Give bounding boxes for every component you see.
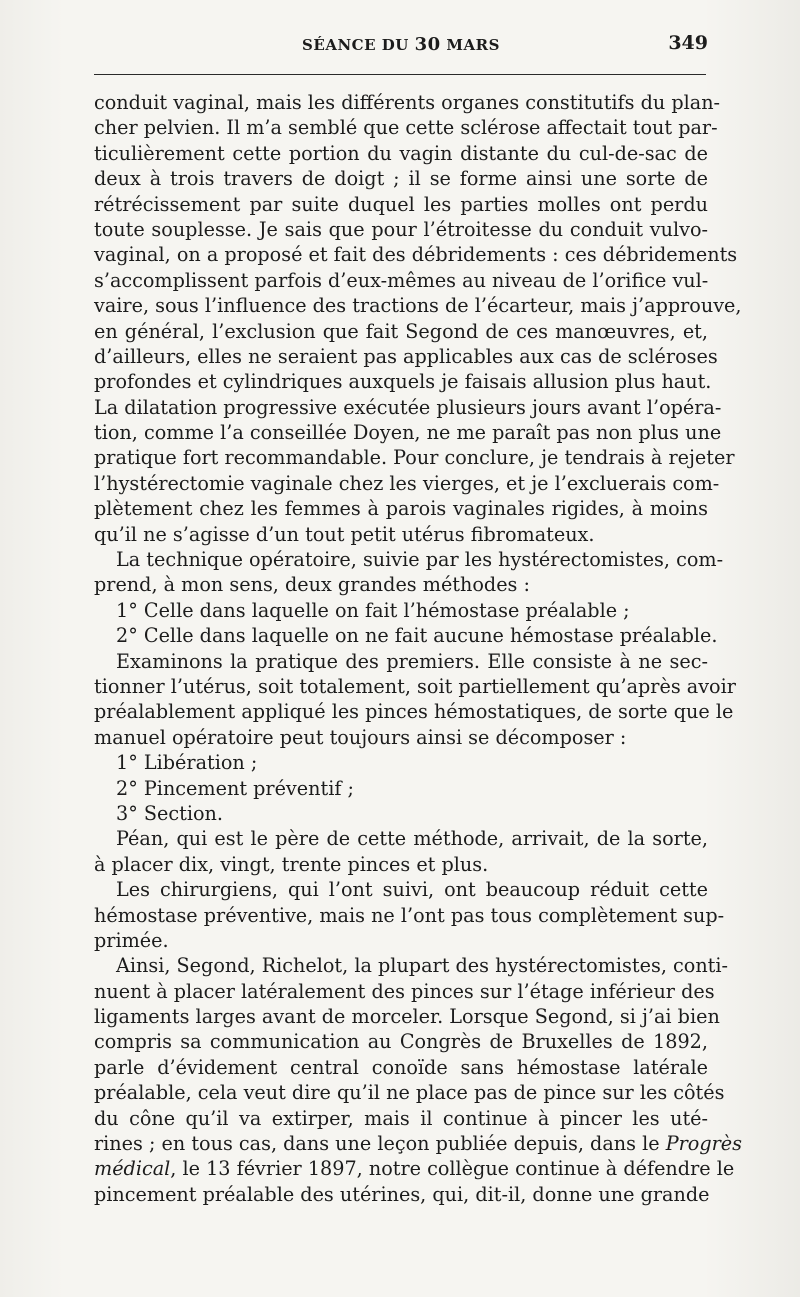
- journal-title-part2: médical: [94, 1157, 171, 1181]
- list-item: 2° Celle dans laquelle on ne fait aucune hémostase préalable.: [116, 624, 718, 648]
- text-fragment: , le 13 février 1897, notre collègue continue à défendre le: [170, 1157, 735, 1181]
- list-item: 1° Celle dans laquelle on fait l’hémostase préalable ;: [116, 598, 630, 622]
- text-line: manuel opératoire peut toujours ainsi se décomposer :: [94, 725, 627, 749]
- list-item: 2° Pincement préventif ;: [116, 776, 354, 800]
- text-line: Examinons la pratique des premiers. Elle consiste à ne sec-: [116, 649, 708, 673]
- text-line: vaire, sous l’influence des tractions de l’écarteur, mais j’approuve,: [94, 294, 742, 318]
- running-head-prefix: SÉANCE DU: [302, 36, 409, 54]
- text-line: préalablement appliqué les pinces hémostatiques, de sorte que le: [94, 700, 734, 724]
- header-rule: [94, 74, 706, 75]
- text-line: pratique fort recommandable. Pour conclure, je tendrais à rejeter: [94, 446, 735, 470]
- text-line: d’ailleurs, elles ne seraient pas applicables aux cas de scléroses: [94, 344, 718, 368]
- text-line: [94, 1131, 742, 1156]
- list-item: 3° Section.: [116, 801, 224, 825]
- text-line: profondes et cylindriques auxquels je faisais allusion plus haut.: [94, 370, 712, 394]
- text-fragment: rines ; en tous cas, dans une leçon publiée depuis, dans le: [94, 1132, 660, 1156]
- body-text: [94, 90, 742, 1207]
- text-line: compris sa communication au Congrès de Bruxelles de 1892,: [94, 1030, 708, 1054]
- text-line: qu’il ne s’agisse d’un tout petit utérus fibromateux.: [94, 522, 595, 546]
- text-line: ligaments larges avant de morceler. Lorsque Segond, si j’ai bien: [94, 1005, 720, 1029]
- text-line: ticulièrement cette portion du vagin distante du cul-de-sac de: [94, 141, 708, 165]
- journal-title-part1: Progrès: [665, 1132, 742, 1156]
- text-line: primée.: [94, 928, 169, 952]
- text-line: rétrécissement par suite duquel les parties molles ont perdu: [94, 192, 708, 216]
- text-line: toute souplesse. Je sais que pour l’étroitesse du conduit vulvo-: [94, 217, 708, 241]
- page-header: [94, 32, 708, 60]
- page-number: 349: [668, 32, 708, 54]
- running-head: [94, 34, 708, 55]
- text-line: Ainsi, Segond, Richelot, la plupart des hystérectomistes, conti-: [116, 954, 729, 978]
- running-head-suffix: MARS: [446, 36, 500, 54]
- text-line: parle d’évidement central conoïde sans hémostase latérale: [94, 1055, 708, 1079]
- text-line: tion, comme l’a conseillée Doyen, ne me paraît pas non plus une: [94, 421, 722, 445]
- text-line: du cône qu’il va extirper, mais il continue à pincer les uté-: [94, 1106, 708, 1130]
- text-line: La technique opératoire, suivie par les hystérectomistes, com-: [116, 548, 724, 572]
- text-line: cher pelvien. Il m’a semblé que cette sclérose affectait tout par-: [94, 116, 718, 140]
- text-line: l’hystérectomie vaginale chez les vierges, et je l’excluerais com-: [94, 471, 720, 495]
- text-line: Péan, qui est le père de cette méthode, arrivait, de la sorte,: [116, 827, 708, 851]
- text-line: nuent à placer latéralement des pinces sur l’étage inférieur des: [94, 979, 715, 1003]
- text-line: hémostase préventive, mais ne l’ont pas tous complètement sup-: [94, 903, 725, 927]
- text-line: à placer dix, vingt, trente pinces et plus.: [94, 852, 489, 876]
- text-line: prend, à mon sens, deux grandes méthodes :: [94, 573, 530, 597]
- text-line: préalable, cela veut dire qu’il ne place pas de pince sur les côtés: [94, 1081, 725, 1105]
- running-head-day: 30: [414, 34, 441, 55]
- text-line: vaginal, on a proposé et fait des débridements : ces débridements: [94, 243, 738, 267]
- text-line: plètement chez les femmes à parois vaginales rigides, à moins: [94, 497, 708, 521]
- text-line: conduit vaginal, mais les différents organes constitutifs du plan-: [94, 91, 721, 114]
- text-line: pincement préalable des utérines, qui, dit-il, donne une grande: [94, 1182, 710, 1206]
- list-item: 1° Libération ;: [116, 751, 258, 775]
- text-line: deux à trois travers de doigt ; il se forme ainsi une sorte de: [94, 167, 708, 191]
- text-line: Les chirurgiens, qui l’ont suivi, ont beaucoup réduit cette: [116, 878, 708, 902]
- text-line: s’accomplissent parfois d’eux-mêmes au niveau de l’orifice vul-: [94, 268, 709, 292]
- text-line: [94, 1156, 735, 1181]
- text-line: La dilatation progressive exécutée plusieurs jours avant l’opéra-: [94, 395, 722, 419]
- text-line: tionner l’utérus, soit totalement, soit partiellement qu’après avoir: [94, 674, 736, 698]
- text-line: en général, l’exclusion que fait Segond de ces manœuvres, et,: [94, 319, 708, 343]
